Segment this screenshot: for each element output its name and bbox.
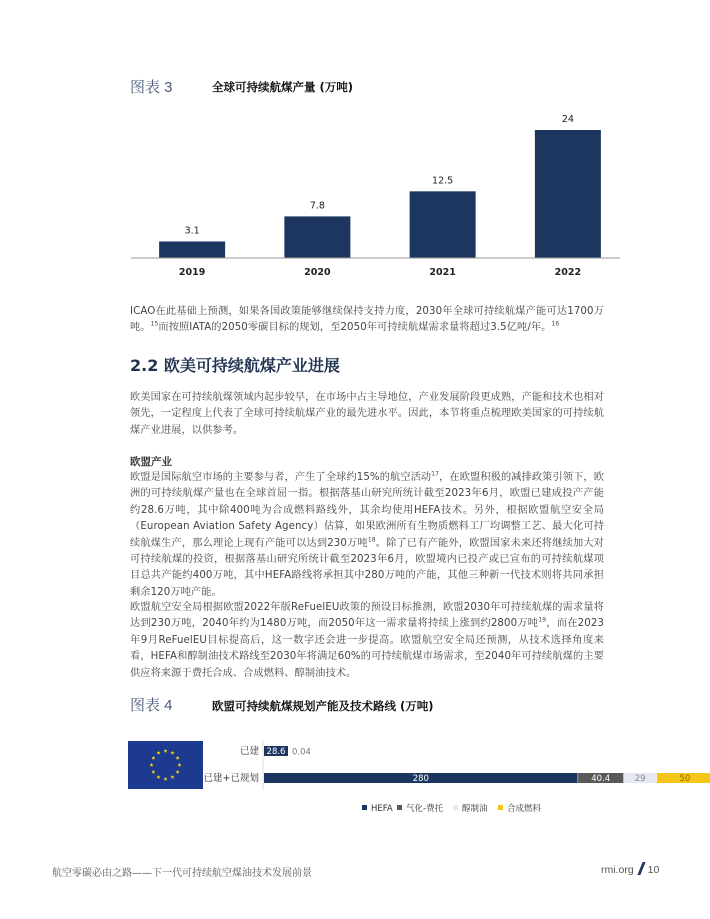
bar-2022 <box>535 130 601 258</box>
bar-value-label: 12.5 <box>432 175 454 187</box>
footer-site-link[interactable]: rmi.org <box>601 864 634 876</box>
eu-flag-icon <box>128 741 203 789</box>
eu-p2-part-b: ，而在2023年9月ReFuelEU目标提高后，这一数字还会进一步提高。欧盟航空安全局还预测，从技术选择角度来看，HEFA和醇制油技术路线至2030年将满足60%的可持续航煤市场需求，至2040年可持续航煤的主要供应将来源于费托合成、合成燃料、醇制油技术。 <box>130 618 604 679</box>
eu-p1-part-a: 欧盟是国际航空市场的主要参与者，产生了全球约15%的航空活动 <box>130 472 432 483</box>
footer-page-info <box>601 862 659 876</box>
legend-swatch <box>397 805 402 810</box>
x-tick-label: 2021 <box>429 267 456 278</box>
paragraph-icao <box>130 304 604 337</box>
segment-value-label: 29 <box>634 774 646 785</box>
footnote-ref-16: 16 <box>551 321 560 329</box>
footnote-ref-18: 18 <box>367 536 376 544</box>
legend-label: 醇制油 <box>462 804 488 814</box>
segment-value-label: 40.4 <box>591 774 611 785</box>
legend-label: HEFA <box>371 804 393 814</box>
slash-divider-icon <box>637 862 645 875</box>
eu-subheading: 欧盟产业 <box>130 456 172 468</box>
footnote-ref-17: 17 <box>431 470 440 478</box>
bar-value-label: 3.1 <box>184 225 200 237</box>
segment-value-label: 28.6 <box>266 747 286 758</box>
legend-swatch <box>453 805 458 810</box>
footer-document-title: 航空零碳必由之路——下一代可持续航空煤油技术发展前景 <box>52 868 312 879</box>
x-tick-label: 2019 <box>178 267 206 278</box>
eu-p2-part-a: 欧盟航空安全局根据欧盟2022年版ReFuelEU政策的预设目标推测，欧盟2030年可持续航煤的需求量将达到230万吨，2040年约为1480万吨，而2050年这一需求量将持续上涨到约2800万吨 <box>130 602 604 630</box>
legend-swatch <box>498 805 503 810</box>
page-number: 10 <box>647 864 660 876</box>
figure-4-title: 欧盟可持续航煤规划产能及技术路线 (万吨) <box>212 699 434 713</box>
section-heading: 2.2 欧美可持续航煤产业进展 <box>130 356 340 375</box>
bar-value-label: 24 <box>561 114 574 125</box>
category-label-built: 已建 <box>239 746 259 757</box>
figure-3-label: 图表 3 <box>130 79 173 96</box>
eu-p1-part-c: 。除了已有产能外，欧盟国家未来还将继续加大对可持续航煤的投资，根据落基山研究所统计截至2023年6月，欧盟境内已投产或已宣布的可持续航煤项目总共产能约400万吨，其中HEFA路线将承担其中280万吨的产能，其他三种新一代技术则将共同承担剩余120万吨产能。 <box>130 537 605 598</box>
x-tick-label: 2022 <box>554 267 582 278</box>
eu-paragraph-2 <box>130 600 604 682</box>
x-tick-label: 2020 <box>304 267 331 278</box>
legend-label: 气化-费托 <box>406 804 444 814</box>
eu-paragraph-1 <box>130 470 604 601</box>
paragraph-icao-line1-end: 而 <box>158 322 169 334</box>
footnote-ref-19: 19 <box>538 617 547 625</box>
segment-value-label: 0.04 <box>292 747 311 758</box>
legend-label: 合成燃料 <box>507 804 542 814</box>
figure-4-label: 图表 4 <box>130 697 173 714</box>
paragraph-icao-line1: ICAO在此基础上预测，如果各国政策能够继续保持支持力度，2030年全球可持续航煤产能可达1700万吨。 <box>130 306 604 334</box>
bar-2019 <box>159 241 225 258</box>
footnote-ref-15: 15 <box>150 321 159 329</box>
category-label-built-planned: 已建+已规划 <box>203 773 259 784</box>
segment-value-label: 280 <box>412 774 429 785</box>
figure-3-title: 全球可持续航煤产量 (万吨) <box>212 80 354 94</box>
figure-3-bar-chart <box>0 0 710 290</box>
segment-value-label: 50 <box>679 774 691 785</box>
bar-2020 <box>284 216 350 258</box>
paragraph-icao-line2: 按照IATA的2050零碳目标的规划，至2050年可持续航煤需求量将超过3.5亿吨/年。 <box>168 322 552 334</box>
section-intro: 欧美国家在可持续航煤领域内起步较早，在市场中占主导地位，产业发展阶段更成熟，产能和技术也相对领先，一定程度上代表了全球可持续航煤产业的最先进水平。因此，本节将重点梳理欧美国家的可持续航煤产业进展，以供参考。 <box>130 392 604 436</box>
bar-2021 <box>410 191 476 258</box>
eu-p1-part-b: ，在欧盟积极的减排政策引领下，欧洲的可持续航煤产量也在全球首屈一指。根据落基山研究所统计截至2023年6月，欧盟已建成投产产能约28.6万吨，其中除400吨为合成燃料路线外，其余均使用HEFA技术。另外，根据欧盟航空安全局（European Aviation Safety Agency）估算，如果欧洲所有生物质燃料工厂均调整工艺、最大化可持续航煤生产，那么理论上现有产能可以达到230万吨 <box>130 472 604 549</box>
figure-4-stacked-bar-chart <box>0 730 710 860</box>
legend-swatch <box>362 805 367 810</box>
bar-value-label: 7.8 <box>309 200 325 212</box>
